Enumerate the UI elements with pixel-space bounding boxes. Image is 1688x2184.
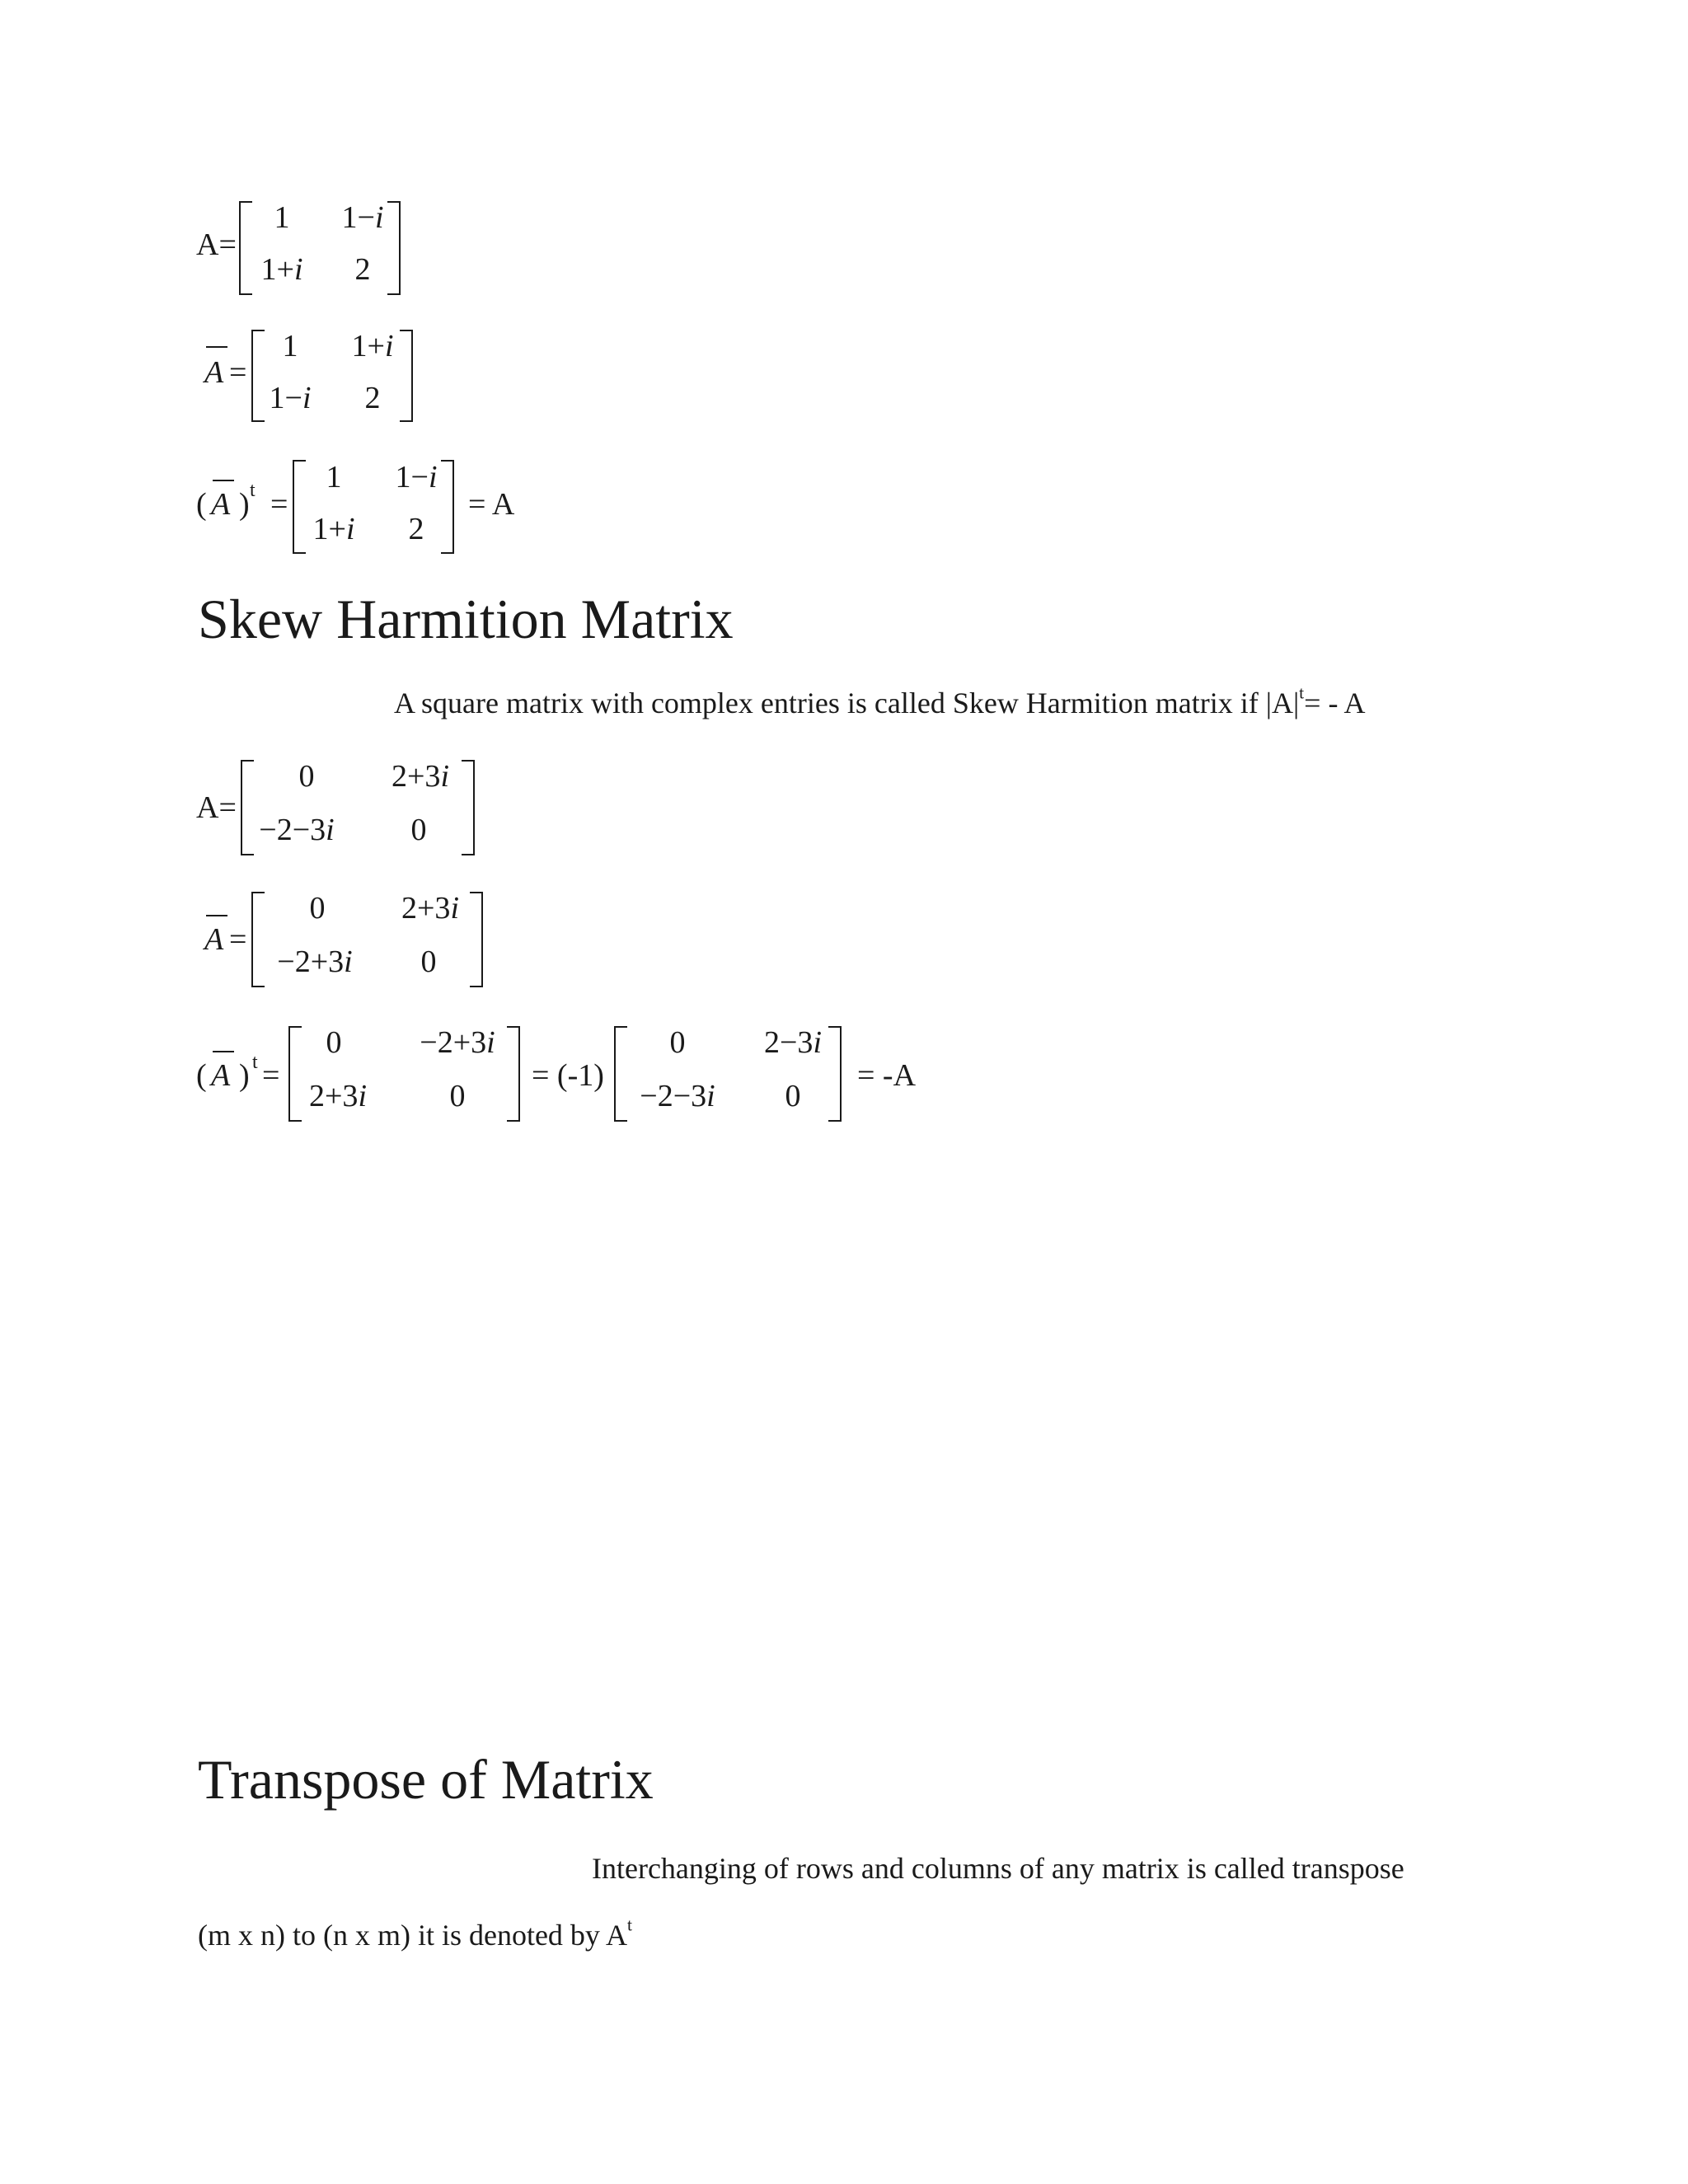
matrix-abar-t-cell: 1+i <box>312 512 355 546</box>
skew-matrix-neg-cell: −2−3i <box>640 1079 715 1113</box>
skew-matrix-a-left-bracket <box>241 760 254 855</box>
matrix-abar-cell: 1−i <box>269 381 312 415</box>
skew-matrix-a-cell: −2−3i <box>259 813 335 847</box>
matrix-a-cell: 1+i <box>260 252 303 287</box>
skew-matrix-abar-eq: = <box>229 922 247 957</box>
transpose-eq: = <box>270 487 288 522</box>
skew-factor: = (-1) <box>532 1058 604 1093</box>
transpose-open-paren: ( <box>196 487 207 522</box>
skew-matrix-a-cell: 2+3i <box>392 759 449 794</box>
skew-matrix-neg-cell: 2−3i <box>764 1025 822 1060</box>
skew-matrix-abar-cell: 0 <box>420 944 437 979</box>
skew-matrix-abar-left-bracket <box>251 892 265 987</box>
transpose-close-paren: ) <box>239 487 250 522</box>
skew-matrix-neg-left-bracket <box>614 1026 627 1122</box>
skew-transpose-eq: = <box>262 1058 280 1093</box>
conjugate-bar <box>213 1051 234 1052</box>
skew-matrix-abar-t-right-bracket <box>507 1026 520 1122</box>
matrix-abar-cell: 1+i <box>351 329 394 363</box>
matrix-abar-right-bracket <box>400 330 413 422</box>
matrix-abar-eq: = <box>229 355 247 390</box>
matrix-abar-t-left-bracket <box>293 460 306 554</box>
skew-definition-text: A square matrix with complex entries is called Skew Harmition matrix if |A| <box>394 687 1300 719</box>
skew-transpose-superscript: t <box>252 1052 258 1073</box>
skew-matrix-abar-t-left-bracket <box>288 1026 302 1122</box>
matrix-a-cell: 1−i <box>341 200 384 235</box>
skew-matrix-neg-cell: 0 <box>669 1025 686 1060</box>
skew-matrix-a-cell: 0 <box>298 759 315 794</box>
skew-matrix-a-label: A= <box>196 790 237 825</box>
transpose-definition-line2 <box>198 1915 632 1952</box>
transpose-definition-line2-sup: t <box>626 1915 632 1935</box>
matrix-a-right-bracket <box>387 201 401 295</box>
transpose-superscript: t <box>250 480 256 501</box>
transpose-result: = A <box>468 487 515 522</box>
matrix-abar-cell: 1 <box>282 329 298 363</box>
matrix-a-label: A= <box>196 227 237 262</box>
skew-matrix-a-right-bracket <box>462 760 475 855</box>
matrix-abar-left-bracket <box>251 330 265 422</box>
matrix-abar-t-cell: 1 <box>326 460 342 494</box>
skew-matrix-abar-t-cell: 0 <box>449 1079 466 1113</box>
matrix-abar-var: A <box>204 355 224 390</box>
matrix-a-cell: 2 <box>354 252 371 287</box>
skew-matrix-neg-right-bracket <box>828 1026 842 1122</box>
matrix-abar-cell: 2 <box>364 381 381 415</box>
matrix-abar-t-cell: 2 <box>408 512 424 546</box>
skew-matrix-abar-cell: 0 <box>309 891 326 926</box>
skew-matrix-a-cell: 0 <box>410 813 427 847</box>
transpose-definition-line1: Interchanging of rows and columns of any matrix is called transpose <box>592 1852 1404 1885</box>
skew-result: = -A <box>857 1058 917 1093</box>
matrix-abar-t-cell: 1−i <box>395 460 438 494</box>
matrix-a-left-bracket <box>239 201 252 295</box>
conjugate-bar <box>206 346 227 348</box>
skew-matrix-abar-right-bracket <box>470 892 483 987</box>
section-heading-skew: Skew Harmition Matrix <box>198 588 734 650</box>
skew-matrix-abar-t-var: A <box>211 1058 231 1093</box>
conjugate-bar <box>206 915 227 916</box>
skew-definition-sup: t <box>1299 682 1305 703</box>
skew-matrix-abar-cell: −2+3i <box>277 944 353 979</box>
skew-matrix-abar-t-cell: −2+3i <box>420 1025 495 1060</box>
transpose-definition-line2-text: (m x n) to (n x m) it is denoted by A <box>198 1919 627 1952</box>
skew-matrix-neg-cell: 0 <box>785 1079 801 1113</box>
matrix-abar-t-right-bracket <box>441 460 454 554</box>
conjugate-bar <box>213 480 234 481</box>
skew-definition <box>394 682 1366 720</box>
skew-matrix-abar-t-cell: 2+3i <box>309 1079 367 1113</box>
skew-matrix-abar-cell: 2+3i <box>401 891 459 926</box>
skew-matrix-abar-t-cell: 0 <box>326 1025 342 1060</box>
skew-definition-suffix: = - A <box>1304 687 1366 719</box>
matrix-a-cell: 1 <box>274 200 290 235</box>
skew-transpose-close-paren: ) <box>239 1058 250 1093</box>
skew-transpose-open-paren: ( <box>196 1058 207 1093</box>
section-heading-transpose: Transpose of Matrix <box>198 1748 654 1811</box>
matrix-abar-t-var: A <box>211 487 231 522</box>
skew-matrix-abar-var: A <box>204 922 224 957</box>
